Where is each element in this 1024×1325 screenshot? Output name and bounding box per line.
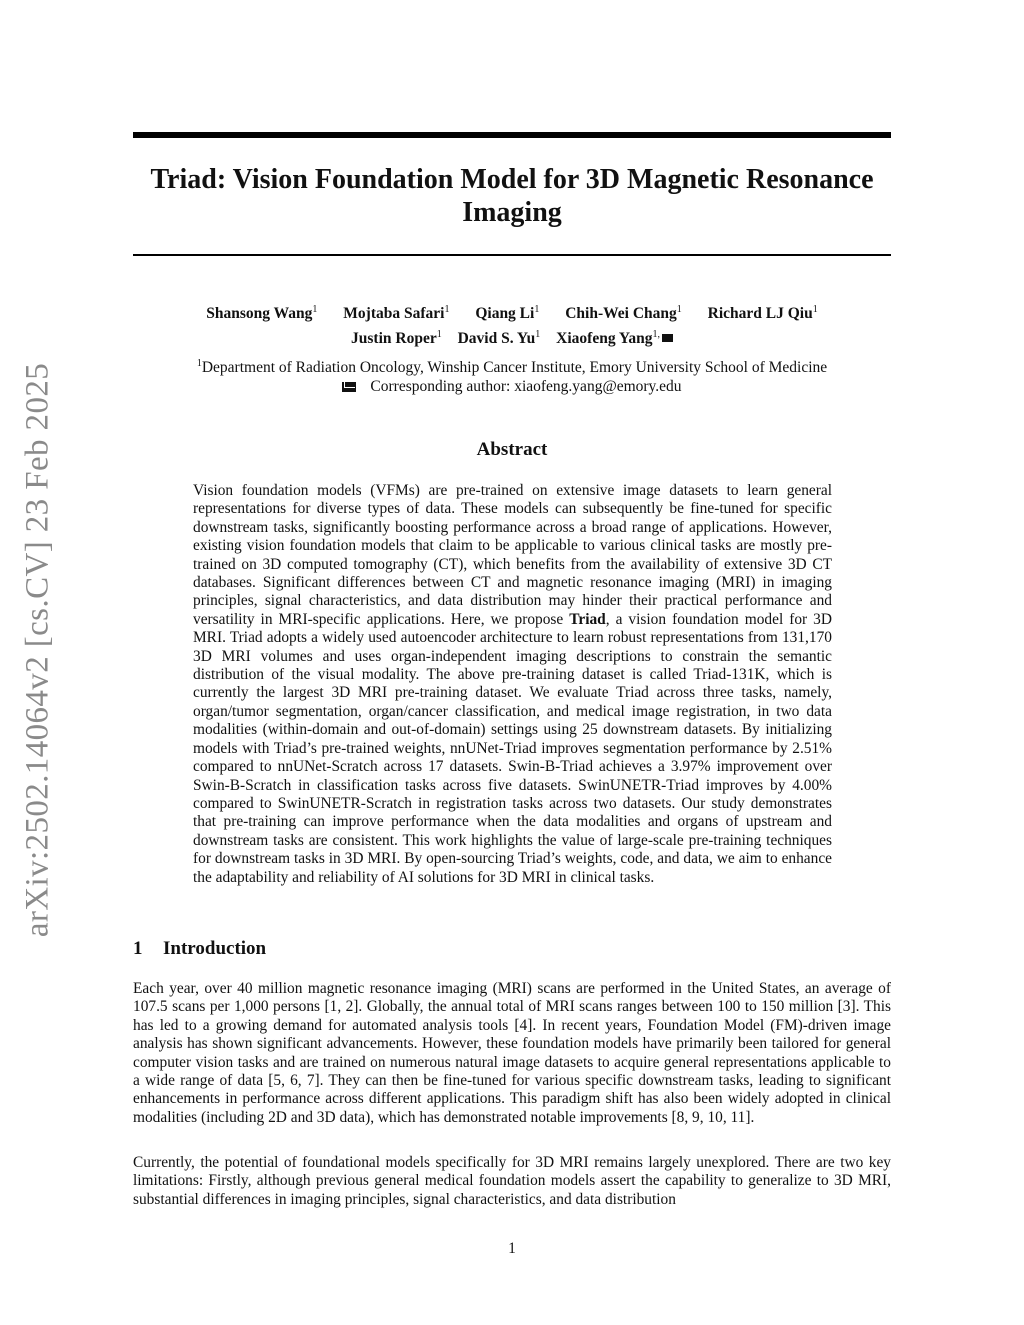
abstract-heading: Abstract bbox=[476, 439, 548, 460]
author: Shansong Wang$^1$ bbox=[206, 304, 318, 323]
author: Chih-Wei Chang$^1$ bbox=[565, 304, 682, 323]
author-list bbox=[133, 299, 891, 349]
abstract-body: Vision foundation models (VFMs) are pre-trained on extensive image datasets to learn general representations for diverse types of data. These models can subsequently be fine-tuned for specific downstream tasks, significantly boosting performance across a broad range of applications. However, existing vision foundation models that claim to be applicable to various clinical tasks are mostly pre-trained on 3D computed tomography (CT), which benefits from the availability of extensive 3D CT databases. Significant differences between CT and magnetic resonance imaging (MRI) in imaging principles, signal characteristics, and data distribution may hinder their practical performance and versatility in MRI-specific applications. Here, we propose Triad, a vision foundation model for 3D MRI. Triad adopts a widely used autoencoder architecture to learn robust representations from 131,170 3D MRI volumes and uses organ-independent imaging descriptions to constrain the semantic distribution of the visual modality. The above pre-training dataset is called Triad-131K, which is currently the largest 3D MRI pre-training dataset. We evaluate Triad across three tasks, namely, organ/tumor segmentation, organ/cancer classification, and medical image registration, in two data modalities (within-domain and out-of-domain) settings using 25 downstream datasets. By initializing models with Triad’s pre-trained weights, nnUNet-Triad improves segmentation performance by 2.51% compared to nnUNet-Scratch across 17 datasets. Swin-B-Triad achieves a 3.97% improvement over Swin-B-Scratch in classification tasks across five datasets. SwinUNETR-Triad improves by 4.00% compared to SwinUNETR-Scratch in registration tasks across two datasets. Our study demonstrates that pre-training can improve performance when the data modalities and organs of upstream and downstream tasks are consistent. This work highlights the value of large-scale pre-training techniques for downstream tasks in 3D MRI. By open-sourcing Triad’s weights, code, and data, we aim to enhance the adaptability and reliability of AI solutions for 3D MRI in clinical tasks. bbox=[193, 482, 832, 886]
author: Richard LJ Qiu$^1$ bbox=[707, 304, 818, 323]
section-heading: 1 Introduction bbox=[133, 938, 267, 959]
arxiv-identifier-text: arXiv:2502.14064v2 [cs.CV] 23 Feb 2025 bbox=[19, 362, 56, 938]
envelope-icon bbox=[662, 334, 673, 342]
author: Mojtaba Safari$^1$ bbox=[343, 304, 450, 323]
author: Xiaofeng Yang$^{1,}$ bbox=[556, 330, 673, 347]
page-number: 1 bbox=[508, 1240, 516, 1257]
author: Justin Roper$^1$ bbox=[351, 329, 442, 348]
title-top-rule bbox=[133, 132, 891, 138]
affiliation-text: Department of Radiation Oncology, Winship Cancer Institute, Emory University School of Medicine bbox=[201, 359, 828, 377]
author: David S. Yu$^1$ bbox=[457, 329, 541, 348]
author: Qiang Li$^1$ bbox=[475, 304, 540, 323]
title-bottom-rule bbox=[133, 254, 891, 256]
intro-paragraph-2: Currently, the potential of foundational models specifically for 3D MRI remains largely unexplored. There are two key limitations: Firstly, although previous general medical foundation models assert the capability to generalize to 3D MRI, substantial differences in imaging principles, signal characteristics, and data distribution bbox=[133, 1154, 891, 1208]
arxiv-identifier bbox=[8, 352, 68, 948]
paper-title: Triad: Vision Foundation Model for 3D Magnetic Resonance Imaging bbox=[150, 164, 874, 228]
intro-paragraph-1: Each year, over 40 million magnetic resonance imaging (MRI) scans are performed in the United States, an average of 107.5 scans per 1,000 persons [1, 2]. Globally, the annual total of MRI scans ranges between 100 to 150 million [3]. This has led to a growing demand for automated analysis tools [4]. In recent years, Foundation Model (FM)-driven image analysis has shown significant advancements. However, these foundation models have primarily been tailored for general computer vision tasks and are trained on numerous natural image datasets to acquire general representations applicable to a wide range of data [5, 6, 7]. They can then be fine-tuned for various specific downstream tasks, leading to significant enhancements in performance across different applications. This paradigm shift has also been widely adopted in clinical modalities (including 2D and 3D data), which has demonstrated notable improvements [8, 9, 10, 11]. bbox=[133, 980, 891, 1126]
corresponding-author: Corresponding author: xiaofeng.yang@emory.edu bbox=[370, 378, 682, 396]
affiliation: $^1$Department of Radiation Oncology, Winship Cancer Institute, Emory University School of Medicine Corresponding author: xiaofeng.yang@emory.edu bbox=[196, 358, 828, 396]
envelope-icon bbox=[342, 382, 356, 392]
